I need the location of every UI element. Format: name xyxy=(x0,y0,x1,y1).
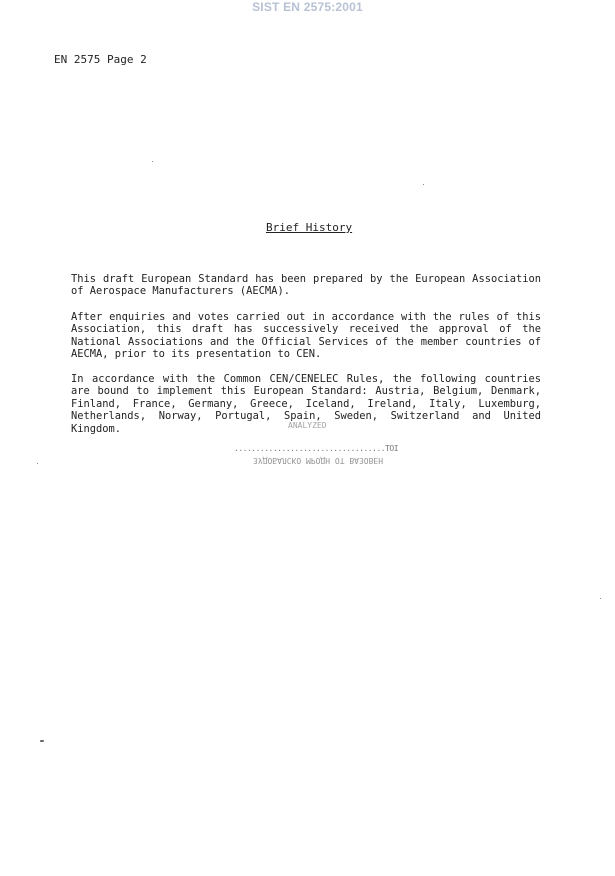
scan-speck xyxy=(600,598,601,599)
stamp-dotted-line: ...................................TOI xyxy=(234,444,399,453)
paragraph-preparation: This draft European Standard has been prepared by the European Association of Aerospace Manufacturers (AECMA). xyxy=(71,273,541,298)
page-header: EN 2575 Page 2 xyxy=(54,53,147,66)
scan-speck xyxy=(40,740,44,742)
stamp-mark: ANALYZED xyxy=(288,421,327,430)
stamp-mirrored-text: ЗУДОБАЛСКО МРОДН ОТ ВАЗОВЕН xyxy=(253,456,384,465)
paragraph-countries: In accordance with the Common CEN/CENELEC Rules, the following countries are bound to implement this European Standard: Austria, Belgium, Denmark, Finland, France, Germany, Greece, Iceland, Ireland, Italy, Luxemburg, Netherlands, Norway, Portugal, Spain, Sweden, Switzerland and United Kingdom. xyxy=(71,373,541,435)
scan-speck xyxy=(423,184,424,185)
section-title: Brief History xyxy=(266,221,353,234)
document-watermark: SIST EN 2575:2001 xyxy=(252,0,363,14)
scan-speck xyxy=(37,463,38,464)
paragraph-approval: After enquiries and votes carried out in accordance with the rules of this Association, this draft has successively received the approval of the National Associations and the Official Services of the member countries of AECMA, prior to its presentation to CEN. xyxy=(71,311,541,361)
scan-speck xyxy=(152,161,153,162)
